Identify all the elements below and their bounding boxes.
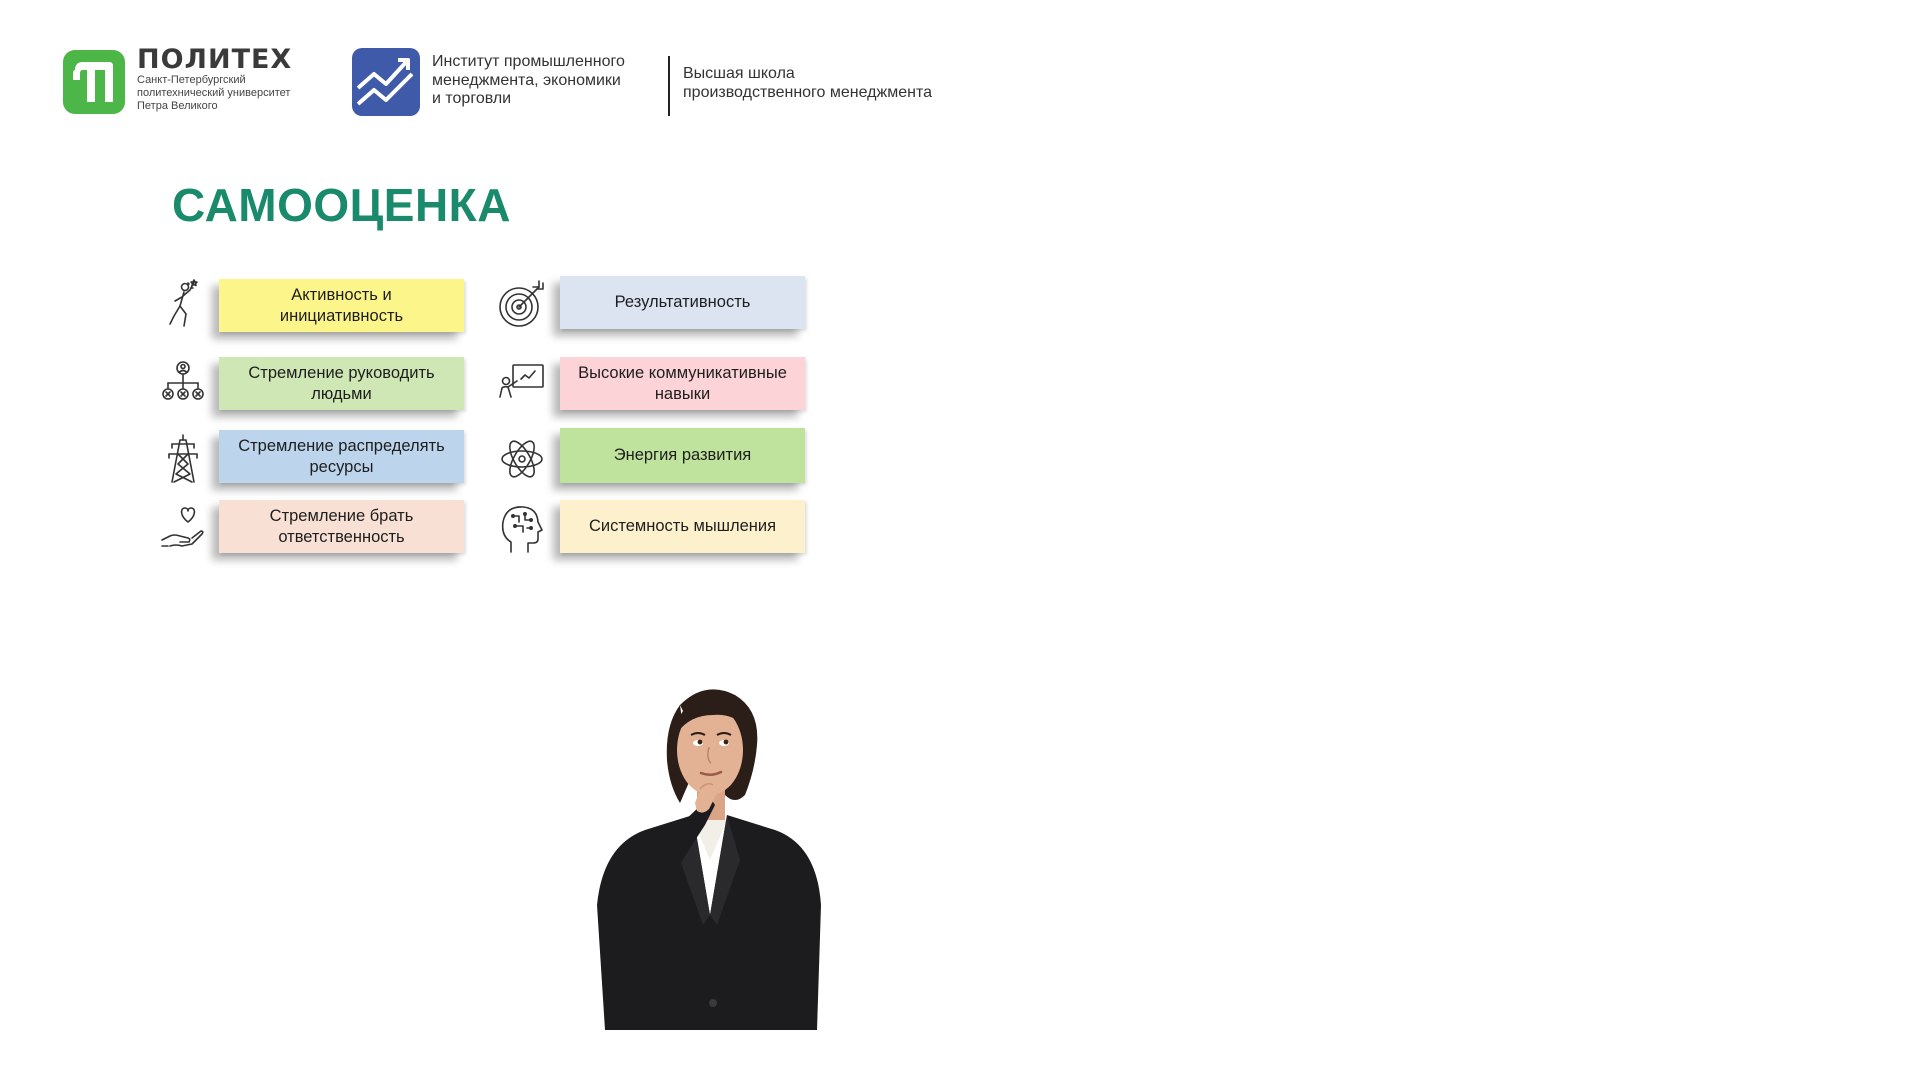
card-communication-skills-text: Высокие коммуникативные навыки xyxy=(578,363,787,403)
card-activity xyxy=(219,279,464,332)
power-tower-icon xyxy=(158,432,208,486)
institute-name xyxy=(432,53,672,109)
institute-line-3: и торговли xyxy=(432,90,512,107)
runner-icon xyxy=(158,278,208,332)
heart-hand-icon xyxy=(158,502,208,556)
head-brain-icon xyxy=(497,502,547,556)
school-name xyxy=(683,65,1013,102)
card-lead-people-text: Стремление руководить людьми xyxy=(248,363,435,403)
card-activity-text: Активность и инициативность xyxy=(279,285,404,325)
card-development-energy-text: Энергия развития xyxy=(613,446,752,464)
thinking-woman-image xyxy=(585,685,835,1030)
politeh-title: ПОЛИТЕХ xyxy=(137,44,293,75)
card-distribute-resources xyxy=(219,430,464,483)
card-distribute-resources-text: Стремление распределять ресурсы xyxy=(238,436,445,476)
politeh-name-block xyxy=(137,46,327,113)
card-take-responsibility-text: Стремление брать ответственность xyxy=(269,506,414,546)
institute-logo xyxy=(352,48,420,116)
page-title: САМООЦЕНКА xyxy=(172,179,511,231)
atom-icon xyxy=(497,432,547,486)
politeh-logo xyxy=(63,50,125,114)
politeh-subtitle-1: Санкт-Петербургский xyxy=(137,74,246,86)
politeh-subtitle-2: политехнический университет xyxy=(137,87,291,99)
card-effectiveness-text: Результативность xyxy=(614,293,751,311)
card-systems-thinking-text: Системность мышления xyxy=(588,517,777,535)
target-icon xyxy=(497,278,547,332)
org-chart-icon xyxy=(158,357,208,411)
politeh-subtitle-3: Петра Великого xyxy=(137,100,218,112)
card-systems-thinking xyxy=(560,500,805,553)
presentation-icon xyxy=(497,357,547,411)
card-communication-skills xyxy=(560,357,805,410)
card-lead-people xyxy=(219,357,464,410)
card-take-responsibility xyxy=(219,500,464,553)
institute-line-1: Институт промышленного xyxy=(432,53,625,70)
institute-line-2: менеджмента, экономики xyxy=(432,71,621,89)
header xyxy=(0,0,1920,130)
card-effectiveness xyxy=(560,276,805,329)
school-line-2: производственного менеджмента xyxy=(683,83,932,101)
card-development-energy xyxy=(560,428,805,483)
school-line-1: Высшая школа xyxy=(683,65,795,82)
header-divider xyxy=(668,56,670,116)
